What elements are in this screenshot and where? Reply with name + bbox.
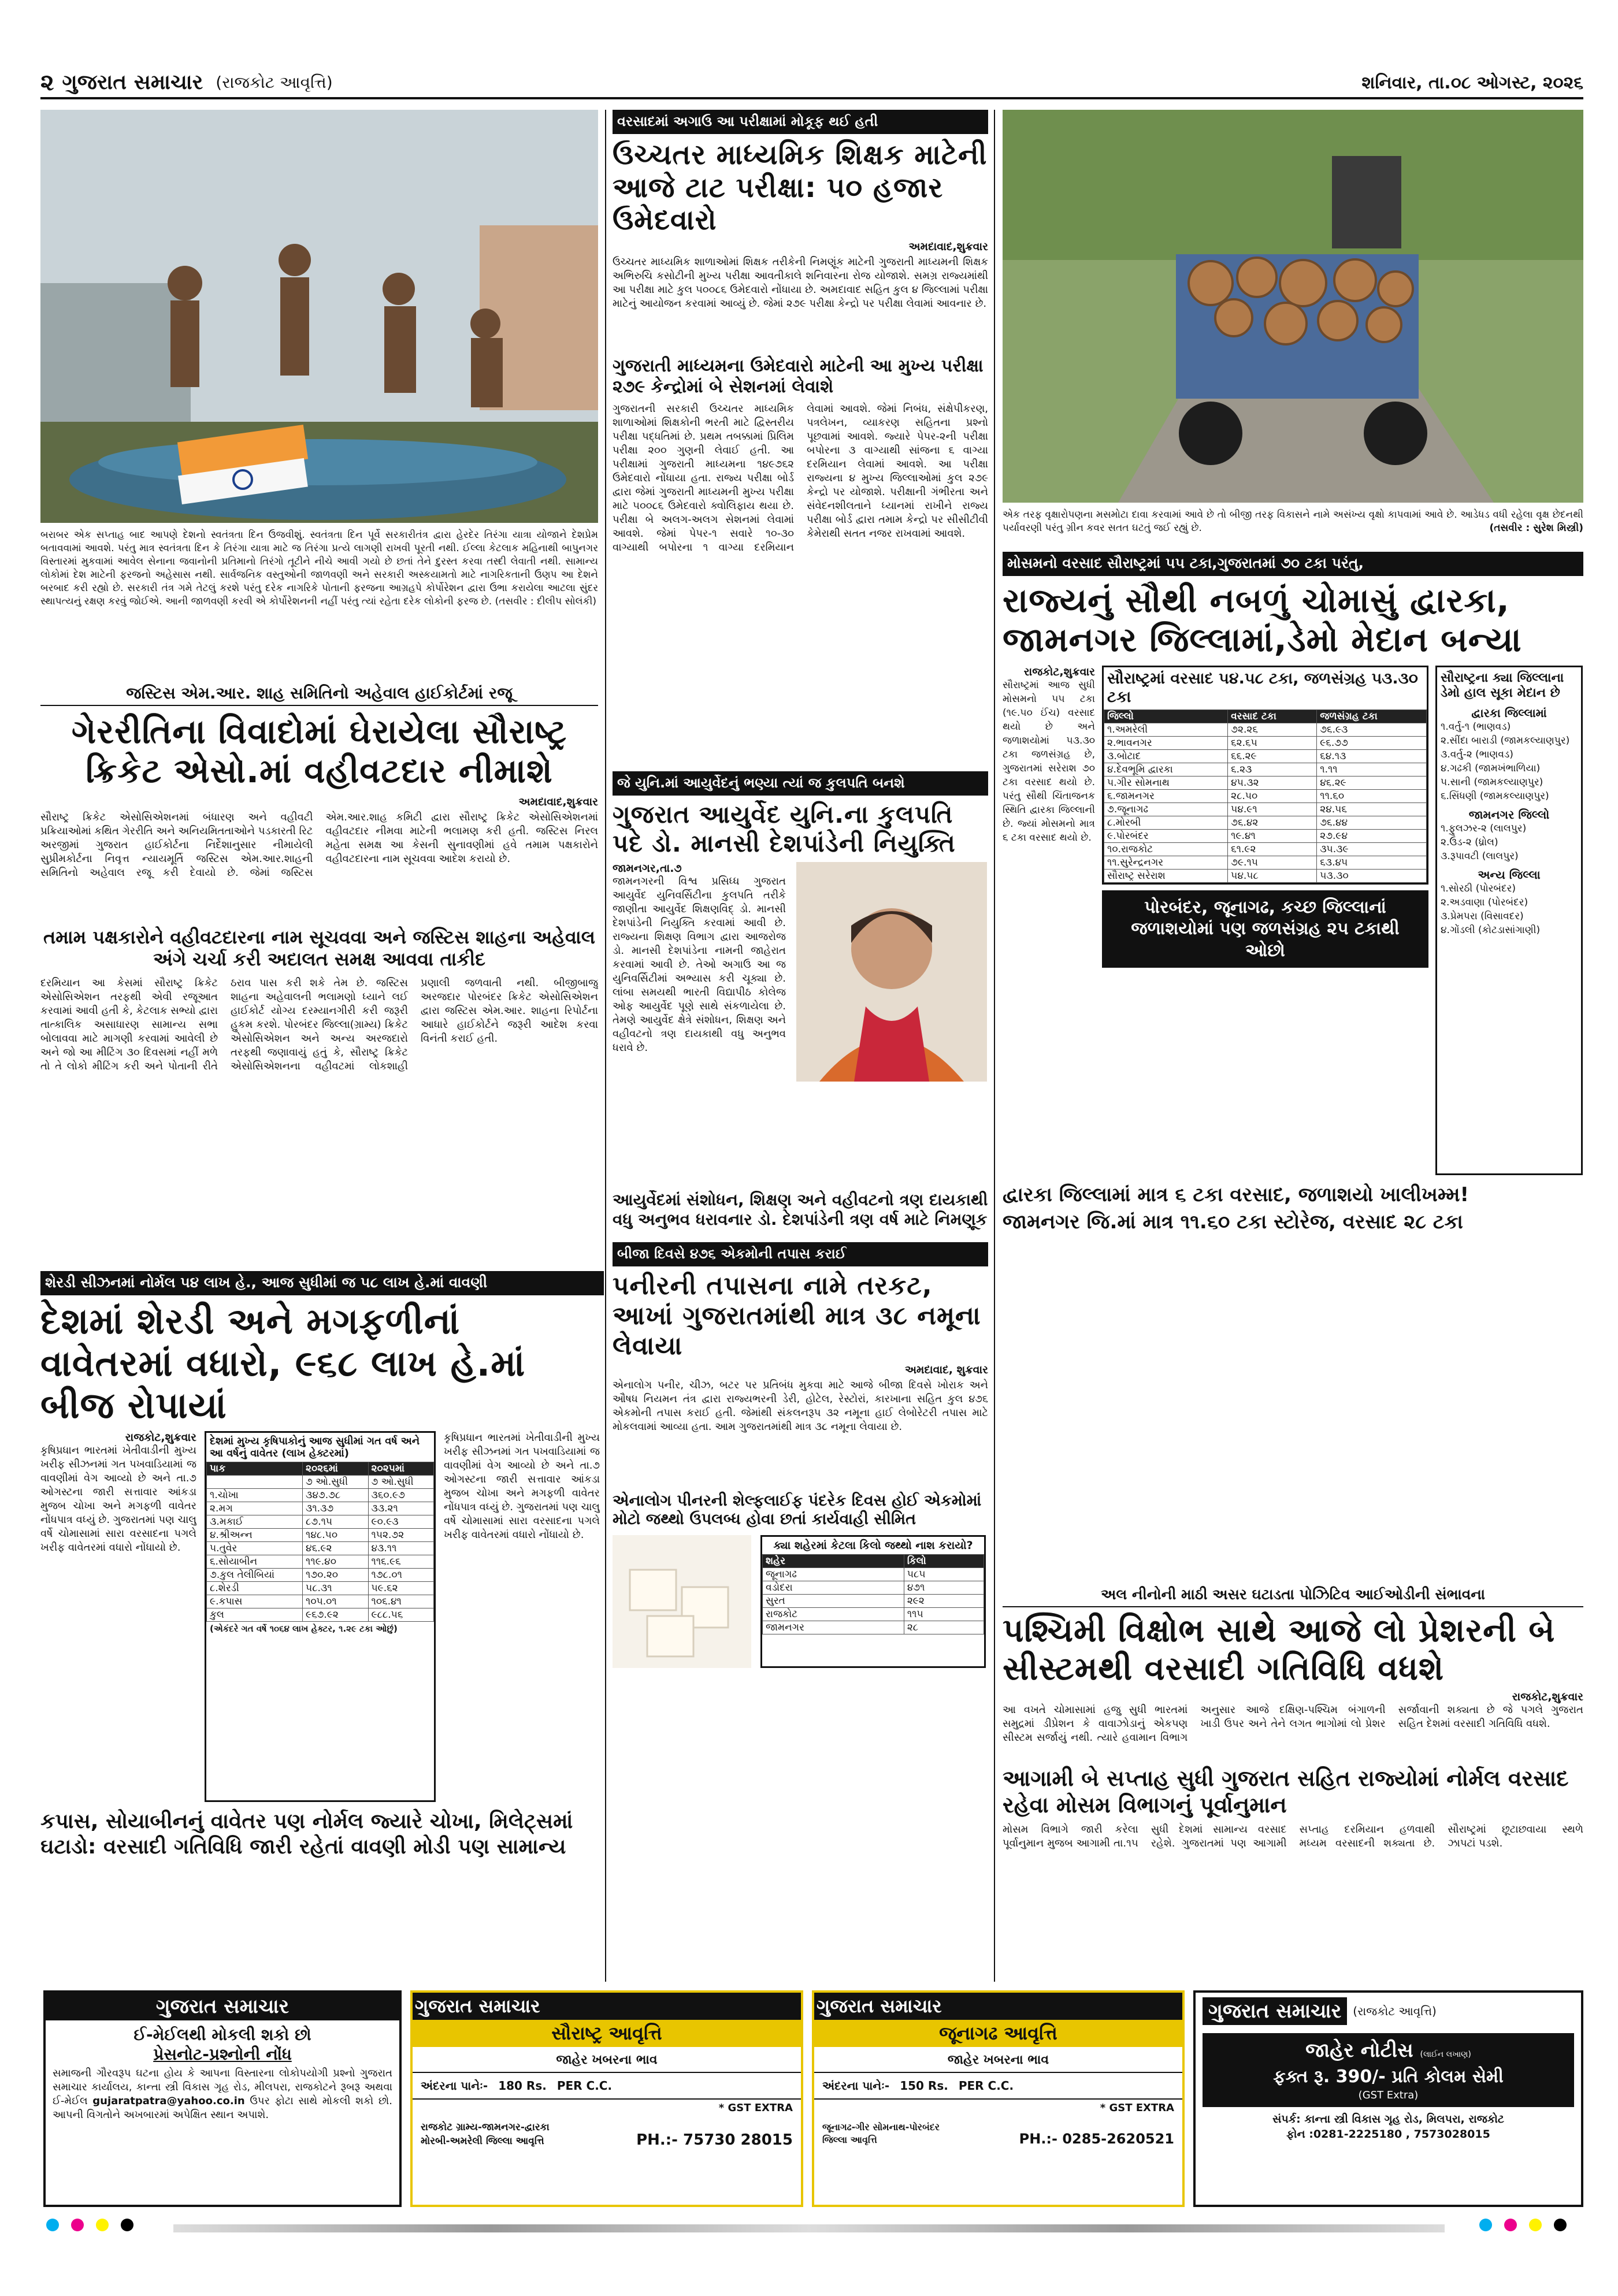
issue-date: શનિવાર, તા.૦૮ ઓગસ્ટ, ૨૦૨૬ (1361, 72, 1583, 93)
monsoon-tail-1: દ્વારકા જિલ્લામાં માત્ર ૬ ટકા વરસાદ, જળાશયો ખાલીખમ્મ! (1003, 1183, 1469, 1206)
monsoon-th-rain: વરસાદ ટકા (1228, 709, 1317, 723)
table-cell: ૮૭.૧૫ (303, 1515, 368, 1529)
junagadh-ad-gst: * GST EXTRA (1100, 2102, 1174, 2114)
logs-caption-text: એક તરફ વૃક્ષારોપણના મસમોટા દાવા કરવામાં આવે છે તો બીજી તરફ વિકાસને નામે અસંખ્ય વૃક્ષો કાપવામાં આવે છે. આડેધડ વધી રહેલા વૃક્ષ છેદનથી પર્યાવરણી પરંતુ ગ્રીન કવર સતત ઘટતું જઈ રહ્યું છે. (1003, 509, 1583, 534)
saurashtra-ad-area1: રાજકોટ ગ્રામ્ય-જામનગર-દ્વારકા (421, 2122, 550, 2133)
table-cell: ૧.અમરેલી (1104, 723, 1228, 736)
table-row (207, 1515, 434, 1529)
table-cell: જામનગર (763, 1621, 904, 1634)
table-cell: ૫.તુવેર (207, 1542, 303, 1555)
table-cell: ૩.મકાઈ (207, 1515, 303, 1529)
table-row (763, 1607, 984, 1621)
junagadh-ad-edition: જૂનાગઢ આવૃત્તિ (814, 2020, 1182, 2047)
table-cell: ૬૪.૧૩ (1317, 749, 1427, 763)
table-cell: ૧૧૯.૪૦ (303, 1555, 368, 1569)
sowing-byline: રાજકોટ,શુક્રવાર (125, 1431, 196, 1444)
notice-ad-panel (1203, 2033, 1574, 2107)
table-cell: ૪.શ્રીઅન્ન (207, 1529, 303, 1542)
column-rule (605, 110, 606, 1982)
reg-dot (1554, 2219, 1567, 2231)
table-row (1104, 869, 1427, 882)
sowing-story (40, 1271, 604, 1982)
notice-ad-phone[interactable]: ફોન :0281-2225180 , 7573028015 (1286, 2128, 1490, 2141)
table-cell: ૬.જામનગર (1104, 789, 1228, 803)
table-row (1104, 803, 1427, 816)
table-row (1104, 749, 1427, 763)
notice-ad-price: ફક્ત રૂ. 390/- પ્રતિ કોલમ સેમી (1273, 2067, 1504, 2087)
saurashtra-ad-area2: મોરબી-અમરેલી જિલ્લા આવૃત્તિ (421, 2135, 544, 2147)
table-cell: ૭૬.૪૨ (1228, 816, 1317, 829)
table-cell: ૭.કુલ તેલીબિયાં (207, 1569, 303, 1582)
table-row (763, 1594, 984, 1607)
reg-dot (96, 2219, 109, 2231)
table-row (1104, 856, 1427, 869)
table-cell: ૧૧.સુરેન્દ્રનગર (1104, 856, 1228, 869)
table-cell: ૭ ઓ.સુધી (368, 1476, 434, 1489)
cricket-kicker: જસ્ટિસ એમ.આર. શાહ સમિતિનો અહેવાલ હાઈકોર્ટમાં રજૂ (40, 682, 598, 706)
table-cell: ૧૧.૬૦ (1317, 789, 1427, 803)
ayurved-body: જામનગરની વિશ્વ પ્રસિધ્ધ ગુજરાત આયુર્વેદ યુનિવર્સિટીના કુલપતિ તરીકે જાણીતા આયુર્વેદ શિક્ષણવિદ્ ડો. માનસી દેશપાંડેની નિયુક્તિ કરવામાં આવી છે. રાજ્યના શિક્ષણ વિભાગ દ્વારા આજરોજ ડો. માનસી દેશપાંડેના નામની જાહેરાત કરવામાં આવી છે. તેઓ અગાઉ આ જ યુનિવર્સિટીમાં અભ્યાસ કરી ચૂક્યા છે. લાંબા સમયથી ભારતી વિદ્યાપીઠ કોલેજ ઓફ આયુર્વેદ પૂણે સાથે સંકળાયેલા છે. તેમણે આયુર્વેદ ક્ષેત્રે સંશોધન, શિક્ષણ અને વહીવટનો ત્રણ દાયકાથી વધુ અનુભવ ધરાવે છે. (613, 875, 786, 1054)
paneer-illustration (613, 1535, 751, 1668)
logs-illustration (1003, 110, 1583, 503)
sowing-subhead: કપાસ, સોયાબીનનું વાવેતર પણ નોર્મલ જ્યારે ચોખા, મિલેટ્સમાં ઘટાડો: વરસાદી ગતિવિધિ જારી રહેતાં વાવણી મોડી પણ સામાન્ય (40, 1810, 573, 1859)
table-cell: ૬૨.૬૫ (1228, 736, 1317, 749)
paneer-body: એનાલોગ પનીર, ચીઝ, બટર પર પ્રતિબંધ મુકવા માટે આજે બીજા દિવસે ખોરાક અને ઔષધ નિયમન તંત્ર દ્વારા રાજ્યભરની ડેરી, હોટેલ, રેસ્ટોરાં, કારખાના સહિત કુલ ૪૭૬ એકમોની તપાસ કરાઈ હતી. જેમાંથી સંકલનરૂપ ૩૨ નમૂના હાઈ લેબોરેટરી તપાસ માટે મોકલવામાં આવ્યા હતા. આમ ગુજરાતમાંથી માત્ર ૩૮ નમૂના લેવાયા છે. (613, 1379, 988, 1433)
saurashtra-ad-rate-row (413, 2072, 801, 2100)
table-row (207, 1595, 434, 1608)
saurashtra-rate-ad (410, 1990, 803, 2207)
press-ad-line1: ઈ-મેઈલથી મોકલી શકો છો (133, 2025, 311, 2044)
paneer-photo (613, 1535, 751, 1668)
table-row (1104, 736, 1427, 749)
press-ad-body-wrap (46, 2064, 399, 2124)
table-cell: ૧૧૫ (904, 1607, 984, 1621)
table-cell: ૧૭૮.૦૧ (368, 1569, 434, 1582)
table-cell: ૯૬૭.૯૨ (303, 1608, 368, 1622)
vc-portrait-photo (796, 862, 987, 1082)
list-item: ૨.સીંદા બારાડી (જામકલ્યાણપુર) (1441, 734, 1570, 746)
junagadh-ad-rate: 150 Rs. (900, 2079, 948, 2093)
weather-body: આ વખતે ચોમાસામાં હજુ સુધી ભારતમાં સમુદ્રમાં ડીપ્રેશન કે વાવાઝોડાનું એકપણ સીસ્ટમ સર્જાયું નથી. ત્યારે હવામાન વિભાગ અનુસાર આજે દક્ષિણ-પશ્ચિમ બંગાળની ખાડી ઉપર અને તેને લગત ભાગોમાં લો પ્રેશર સર્જાવાની શક્યતા છે જે પગલે ગુજરાત સહિત દેશમાં વરસાદી ગતિવિધિ વધશે. (1003, 1704, 1583, 1744)
table-cell: ૪૩.૧૧ (368, 1542, 434, 1555)
color-bar (173, 2224, 1445, 2232)
table-cell: ૪૭૧ (904, 1581, 984, 1594)
statue-illustration (40, 110, 598, 523)
saurashtra-ad-label: અંદરના પાનેઃ- (421, 2079, 488, 2093)
weather-kicker: અલ નીનોની માઠી અસર ઘટાડતા પોઝિટિવ આઈઓડીની સંભાવના (1003, 1583, 1583, 1607)
table-cell: ૨.ભાવનગર (1104, 736, 1228, 749)
table-cell: ૪૬.૯૨ (303, 1542, 368, 1555)
sowing-kicker: શેરડી સીઝનમાં નોર્મલ ૫૪ લાખ હે., આજ સુધીમાં જ ૫૮ લાખ હે.માં વાવણી (40, 1271, 604, 1295)
table-cell: ૪૬.૨૯ (1317, 776, 1427, 789)
table-cell: ૭.જૂનાગઢ (1104, 803, 1228, 816)
table-cell: સૌરાષ્ટ્ર સરેરાશ (1104, 869, 1228, 882)
statue-photo-caption: બરાબર એક સપ્તાહ બાદ આપણે દેશનો સ્વતંત્રતા દિન ઉજવીશું. સ્વતંત્રતા દિન પૂર્વે સરકારીતંત્ર દ્વારા હેરદેર તિરંગા યાત્રા યોજાને દેશપ્રેમ બતાવવામાં આવશે. પરંતુ માત્ર સ્વતંત્રતા દિન કે તિરંગા યાત્રા માટે જ તિરંગા પ્રત્યે લાગણી રાખવી પૂરતી નથી. ઈલ્લા કેટલાક મહિનાથી બાપુનગર વિસ્તારમાં મુકવામાં આવેલ સેનાના જવાનોની પ્રતિમાનો તિરંગો તૂટીને નીચે આવી ગયો છે છતાં તેને દુરસ્ત કરવા તસ્દી લેવાતી નથી. સામાન્ય લોકોમાં દેશ માટેની ફરજનો અહેસાસ નથી. સાર્વજનિક વસ્તુઓની જાળવણી અને સરકારી અસ્કયામતો માટે નાગરિકતાની ઉણપ આ દેશને બરબાદ કરી રહ્યો છે. સરકારી તંત્ર ગમે તેટલું કરશે પરંતુ દરેક નાગરિકે પોતાની ફરજના આગ્રહપે કોર્પોરેશન દ્વારા ઉભા કરાયેલા આટલા સુંદર સ્થાપત્યનું રક્ષણ કરવું જોઈએ. આની જાળવણી કરવી એ કોર્પોરેશનની નહીં પરંતુ ત્યાં રહેતા દરેક લોકોની ફરજ છે. (તસવીર : દીલીપ સોલંકી) (40, 529, 598, 607)
sowing-table (206, 1462, 434, 1622)
monsoon-kicker: મોસમનો વરસાદ સૌરાષ્ટ્રમાં ૫૫ ટકા,ગુજરાતમાં ૭૦ ટકા પરંતુ, (1003, 552, 1583, 576)
table-cell: વડોદરા (763, 1581, 904, 1594)
cricket-byline: અમદાવાદ,શુક્રવાર (518, 795, 598, 808)
sowing-table-box (205, 1431, 436, 1802)
reg-dot (46, 2219, 59, 2231)
exam-headline: ઉચ્ચતર માધ્યમિક શિક્ષક માટેની આજે ટાટ પરીક્ષા: ૫૦ હજાર ઉમેદવારો (613, 139, 988, 237)
table-cell: ૫૮.૩૧ (303, 1582, 368, 1595)
table-row (1104, 816, 1427, 829)
reg-dot (1529, 2219, 1542, 2231)
sowing-table-note: (એકંદરે ગત વર્ષે ૧૦૬૪ લાખ હેક્ટર, ૧.૨૯ ટકા ઓછું) (210, 1623, 398, 1634)
reg-dot (1479, 2219, 1492, 2231)
table-cell: ૬.સોયાબીન (207, 1555, 303, 1569)
table-cell: ૬૩.૪૫ (1317, 856, 1427, 869)
list-item: ૫.સાની (જામકલ્યાણપુર) (1441, 776, 1543, 788)
table-cell: ૧૯.૪૧ (1228, 829, 1317, 842)
weather-story (1003, 1583, 1583, 1982)
ayurved-subhead: આયુર્વેદમાં સંશોધન, શિક્ષણ અને વહીવટનો ત્રણ દાયકાથી વધુ અનુભવ ધરાવનાર ડો. દેશપાંડેની ત્રણ વર્ષ માટે નિમણૂક (613, 1190, 988, 1229)
sowing-body: કૃષિપ્રધાન ભારતમાં ખેતીવાડીની મુખ્ય ખરીફ સીઝનમાં ગત પખવાડિયામાં જ વાવણીમાં વેગ આવ્યો છે અને તા.૭ ઓગસ્ટના જારી સત્તાવાર આંકડા મુજબ ચોખા અને મગફળી વાવેતર નોંધપાત્ર વધ્યું છે. ગુજરાતમાં પણ ચાલુ વર્ષે ચોમાસામાં સારા વરસાદના પગલે ખરીફ વાવેતરમાં વધારો નોંધાયો છે. (40, 1444, 196, 1554)
cricket-story (40, 682, 598, 1262)
table-cell: ૨૯૨ (904, 1594, 984, 1607)
table-cell: ૯૦.૯૩ (368, 1515, 434, 1529)
paneer-th-kg: કિલો (904, 1554, 984, 1567)
weather-byline: રાજકોટ,શુક્રવાર (1512, 1691, 1583, 1704)
masthead-name: ગુજરાત સમાચાર (62, 70, 203, 94)
junagadh-ad-label: અંદરના પાનેઃ- (822, 2079, 890, 2093)
list-item: ૧.ફુલઝર-૨ (લાલપુર) (1441, 822, 1527, 834)
table-cell: ૭૬.૯૩ (1317, 723, 1427, 736)
table-row (1104, 776, 1427, 789)
table-row (1104, 842, 1427, 856)
monsoon-subbox (1102, 890, 1428, 968)
notice-ad-top (1196, 1993, 1581, 2030)
weather-subhead: આગામી બે સપ્તાહ સુધી ગુજરાત સહિત રાજ્યોમાં નોર્મલ વરસાદ રહેવા મોસમ વિભાગનું પૂર્વાનુમાન (1003, 1766, 1569, 1818)
table-cell: ૫.ગીર સોમનાથ (1104, 776, 1228, 789)
sowing-headline: દેશમાં શેરડી અને મગફળીનાં વાવેતરમાં વધારો, ૯૬૮ લાખ હે.માં બીજ રોપાયાં (40, 1300, 526, 1427)
table-cell: ૨૭.૯૪ (1317, 829, 1427, 842)
press-ad-line2: પ્રેસનોટ-પ્રશ્નોની નોંધ (153, 2045, 292, 2064)
paneer-byline: અમદાવાદ, શુક્રવાર (904, 1363, 988, 1376)
monsoon-subbox-text: પોરબંદર, જૂનાગઢ, કચ્છ જિલ્લાનાં જળાશયોમાં પણ જળસંગ્રહ ૨૫ ટકાથી ઓછો (1131, 897, 1400, 961)
table-cell: ૫૮૫ (904, 1567, 984, 1581)
exam-kicker: વરસાદમાં અગાઉ આ પરીક્ષામાં મોકૂફ થઈ હતી (613, 110, 988, 134)
table-cell: ૭૬.૪૪ (1317, 816, 1427, 829)
list-item: ૪.ગોંડલી (કોટડાસાંગાણી) (1441, 924, 1541, 936)
saurashtra-ad-unit: PER C.C. (556, 2079, 613, 2093)
table-cell: ૮.મોરબી (1104, 816, 1228, 829)
monsoon-box-title: સૌરાષ્ટ્રમાં વરસાદ ૫૪.૫૮ ટકા, જળસંગ્રહ ૫૩.૩૦ ટકા (1107, 669, 1418, 707)
table-cell: ૩.બોટાદ (1104, 749, 1228, 763)
table-row (207, 1555, 434, 1569)
logs-photo-caption (1003, 508, 1583, 543)
table-cell: ૨.મગ (207, 1502, 303, 1515)
table-row (207, 1502, 434, 1515)
press-note-ad (43, 1990, 402, 2207)
table-cell: ૨૮.૫૦ (1228, 789, 1317, 803)
table-cell: ૫૪.૯૧ (1228, 803, 1317, 816)
table-cell: ૩૧.૩૭ (303, 1502, 368, 1515)
saurashtra-ad-phone[interactable]: PH.:- 75730 28015 (636, 2131, 793, 2149)
table-cell: સુરત (763, 1594, 904, 1607)
table-row (1104, 789, 1427, 803)
exam-subhead: ગુજરાતી માધ્યમના ઉમેદવારો માટેની આ મુખ્ય પરીક્ષા ૨૭૯ કેન્દ્રોમાં બે સેશનમાં લેવાશે (613, 355, 984, 397)
reg-dot (71, 2219, 84, 2231)
table-row (207, 1542, 434, 1555)
table-cell: ૧.૧૧ (1317, 763, 1427, 776)
table-cell: ૭૨.૨૬ (1228, 723, 1317, 736)
sowing-th-2026: ૨૦૨૬માં (303, 1462, 368, 1476)
table-cell: ૫૩.૩૦ (1317, 869, 1427, 882)
saurashtra-ad-rate: 180 Rs. (498, 2079, 547, 2093)
table-cell: ૧૦૫.૦૧ (303, 1595, 368, 1608)
monsoon-tail-2: જામનગર જિ.માં માત્ર ૧૧.૬૦ ટકા સ્ટોરેજ, વરસાદ ૨૮ ટકા (1003, 1210, 1463, 1234)
table-row (1104, 763, 1427, 776)
paneer-table (762, 1554, 984, 1634)
monsoon-body: સૌરાષ્ટ્રમાં આજ સુધી મોસમનો ૫૫ ટકા (૧૯.૫૦ ઈંચ) વરસાદ થયો છે અને જળાશયોમાં ૫૩.૩૦ ટકા જળસંગ્રહ છે, ગુજરાતમાં સરેરાશ ૭૦ ટકા વરસાદ થયો છે. પરંતુ સૌથી ચિંતાજનક સ્થિતિ દ્વારકા જિલ્લાની છે. જ્યાં મોસમનો માત્ર ૬ ટકા વરસાદ થયો છે. (1003, 679, 1095, 844)
junagadh-ad-rate-row (814, 2072, 1182, 2100)
registration-marks-right (1479, 2219, 1595, 2236)
sowing-th-2025: ૨૦૨૫માં (368, 1462, 434, 1476)
table-cell: ૨૮ (904, 1621, 984, 1634)
list-item: ૩.રૂપાવટી (લાલપુર) (1441, 850, 1519, 862)
table-cell: ૫૯.૬૨ (368, 1582, 434, 1595)
notice-ad-edition: (રાજકોટ આવૃત્તિ) (1353, 2004, 1437, 2018)
table-row (763, 1621, 984, 1634)
junagadh-ad-unit: PER C.C. (958, 2079, 1014, 2093)
paneer-th-city: શહેર (763, 1554, 904, 1567)
dry-dams-box (1435, 666, 1583, 1175)
list-item: ૨.અડવાણા (પોરબંદર) (1441, 896, 1528, 908)
junagadh-ad-phone[interactable]: PH.:- 0285-2620521 (1019, 2130, 1174, 2147)
table-cell: ૯.પોરબંદર (1104, 829, 1228, 842)
list-item: ૨.ઉંડ-૨ (ધ્રોલ) (1441, 836, 1498, 848)
saurashtra-ad-mast: ગુજરાત સમાચાર (413, 1993, 801, 2020)
table-row (207, 1608, 434, 1622)
cricket-headline: ગેરરીતિના વિવાદોમાં ઘેરાયેલા સૌરાષ્ટ્ર ક્રિકેટ એસો.માં વહીવટદાર નીમાશે (71, 712, 567, 791)
weather-headline: પશ્ચિમી વિક્ષોભ સાથે આજે લો પ્રેશરની બે સીસ્ટમથી વરસાદી ગતિવિધિ વધશે (1003, 1612, 1556, 1688)
notice-ad-gst: (GST Extra) (1358, 2089, 1419, 2101)
notice-ad-title: જાહેર નોટીસ (1305, 2039, 1413, 2062)
table-row (1104, 829, 1427, 842)
paneer-table-title: ક્યા શહેરમાં કેટલા કિલો જથ્થો નાશ કરાયો? (773, 1539, 973, 1552)
paneer-table-header-row (763, 1554, 984, 1567)
dry-dams-other-title: અન્ય જિલ્લા (1478, 867, 1541, 882)
junagadh-ad-title: જાહેર ખબરના ભાવ (947, 2053, 1049, 2067)
list-item: ૩.પ્રેમપરા (વિસાવદર) (1441, 910, 1524, 922)
table-row (763, 1567, 984, 1581)
cricket-body-2: દરમિયાન આ કેસમાં સૌરાષ્ટ્ર ક્રિકેટ એસોસિએશન તરફથી એવી રજૂઆત કરવામાં આવી હતી કે, કેટલાક સભ્યો દ્વારા તાત્કાલિક અસાધારણ સામાન્ય સભા બોલાવવા માટે માગણી કરવામાં આવેલી છે અને જો આ મીટિંગ ૩૦ દિવસમાં નહીં મળે તો તે લોકો મીટિંગ કરી અને પોતાની રીતે ઠરાવ પાસ કરી શકે તેમ છે. જસ્ટિસ શાહના અહેવાલની ભલામણો ધ્યાને લઈ હાઈકોર્ટ યોગ્ય દરમ્યાનગીરી કરી જરૂરી હુકમ કરશે. પોરબંદર જિલ્લા(ગ્રામ્ય) ક્રિકેટ એસોસિએશન અને અન્ય અરજદારો તરફથી જણાવાયું હતું કે, સૌરાષ્ટ્ર ક્રિકેટ એસોસિએશનના વહીવટમાં લોકશાહી પ્રણાલી જળવાતી નથી. બીજીબાજુ અરજદાર પોરબંદર ક્રિકેટ એસોસિએશન દ્વારા જસ્ટિસ એમ.આર. શાહના રિપોર્ટના આધારે હાઈકોર્ટને જરૂરી આદેશ કરવા વિનંતી કરાઈ હતી. (40, 976, 598, 1072)
junagadh-rate-ad (812, 1990, 1185, 2207)
table-cell: ૫૪.૫૮ (1228, 869, 1317, 882)
sowing-table-header-row (207, 1462, 434, 1476)
table-cell: ૩૬૦.૯૭ (368, 1489, 434, 1502)
monsoon-th-district: જિલ્લો (1104, 709, 1228, 723)
portrait-illustration (796, 862, 987, 1082)
sowing-table-title: દેશમાં મુખ્ય કૃષિપાકોનું આજ સુધીમાં ગત વર્ષ અને આ વર્ષનું વાવેતર (લાખ હેક્ટરમાં) (210, 1435, 420, 1460)
table-cell: ૨૪.૫૬ (1317, 803, 1427, 816)
exam-story (613, 110, 988, 763)
table-cell: ૧૭૦.૨૦ (303, 1569, 368, 1582)
logs-caption-credit: (તસવીર : સુરેશ મિસ્ત્રી) (1489, 522, 1583, 534)
table-row (207, 1569, 434, 1582)
list-item: ૧.સોરઠી (પોરબંદર) (1441, 882, 1516, 894)
reg-dot (121, 2219, 133, 2231)
junagadh-ad-footer (814, 2116, 1182, 2152)
table-cell: ૬.૨૩ (1228, 763, 1317, 776)
list-item: ૩.વર્તુ-૨ (ભાણવડ) (1441, 748, 1513, 760)
sowing-table-subheader-row (207, 1476, 434, 1489)
table-cell: કુલ (207, 1608, 303, 1622)
table-cell: ૯૮૮.૫૬ (368, 1608, 434, 1622)
press-ad-email[interactable]: gujaratpatra@yahoo.co.in (92, 2095, 245, 2107)
table-cell: ૧૦.રાજકોટ (1104, 842, 1228, 856)
page-number: ૨ (40, 69, 54, 96)
list-item: ૬.સિંધણી (જામકલ્યાણપુર) (1441, 790, 1549, 802)
logs-trolley-photo (1003, 110, 1583, 503)
table-cell: ૩૪૭.૭૮ (303, 1489, 368, 1502)
notice-ad-title-note: (લાઈન લખાણ) (1420, 2050, 1471, 2059)
ayurved-headline: ગુજરાત આયુર્વેદ યુનિ.ના કુલપતિ પદે ડો. માનસી દેશપાંડેની નિયુક્તિ (613, 800, 956, 857)
table-cell: ૧૧૬.૯૬ (368, 1555, 434, 1569)
table-cell: ૯.કપાસ (207, 1595, 303, 1608)
table-cell (207, 1476, 303, 1489)
dry-dams-title: સૌરાષ્ટ્રના ક્યા જિલ્લાના ડેમો હાલ સૂકા મેદાન છે (1441, 670, 1564, 701)
table-cell: ૬૬.૨૯ (1228, 749, 1317, 763)
table-cell: ૪૫.૩૨ (1228, 776, 1317, 789)
list-item: ૪.ગઢકી (જામખંભાળિયા) (1441, 762, 1541, 774)
exam-body-2: ગુજરાતની સરકારી ઉચ્ચતર માધ્યમિક શાળાઓમાં શિક્ષકોની ભરતી માટે દ્વિસ્તરીય પરીક્ષા પદ્ધતિમાં છે. પ્રથમ તબક્કામાં પ્રિલિમ પરીક્ષા ૨૦૦ ગુણની લેવાઈ હતી. આ પરીક્ષામાં ગુજરાતી માધ્યમના ૧૪૯૭૬૨ ઉમેદવારો નોંધાયા હતા. રાજ્ય પરીક્ષા બોર્ડ દ્વારા જેમાં ગુજરાતી માધ્યમની મુખ્ય પરીક્ષા માટે ૫૦૦૮૬ ઉમેદવારો ક્વોલિફાય થયા છે. પરીક્ષા બે અલગ-અલગ સેશનમાં લેવામાં આવશે. જેમાં પેપર-૧ સવારે ૧૦-૩૦ વાગ્યાથી બપોરના ૧ વાગ્યા દરમિયાન લેવામાં આવશે. જેમાં નિબંધ, સંક્ષેપીકરણ, પત્રલેખન, વ્યાકરણ સહિતના પ્રશ્નો પૂછવામાં આવશે. જ્યારે પેપર-૨ની પરીક્ષા બપોરના ૩ વાગ્યાથી સાંજના ૬ વાગ્યા દરમિયાન લેવામાં આવશે. આ પરીક્ષા રાજ્યના ૪ મુખ્ય જિલ્લાઓમાં કુલ ૨૭૯ કેન્દ્રો પર યોજાશે. પરીક્ષાની ગંભીરતા અને સંવેદનશીલતાને ધ્યાનમાં રાખીને રાજ્ય પરીક્ષા બોર્ડ દ્વારા તમામ કેન્દ્રો પર સીસીટીવી કેમેરાથી સતત નજર રાખવામાં આવશે. (613, 402, 988, 553)
ayurved-story (613, 771, 988, 1234)
saurashtra-ad-title: જાહેર ખબરના ભાવ (556, 2053, 658, 2067)
table-cell: ૩૩.૨૧ (368, 1502, 434, 1515)
table-cell: ૬૧.૯૨ (1228, 842, 1317, 856)
column-rule (994, 110, 995, 1982)
monsoon-byline: રાજકોટ,શુક્રવાર (1023, 665, 1095, 678)
table-row (1104, 723, 1427, 736)
table-row (207, 1582, 434, 1595)
exam-body: ઉચ્ચતર માધ્યમિક શાળાઓમાં શિક્ષક તરીકેની નિમણૂંક માટેની ગુજરાતી માધ્યમની શિક્ષક અભિરુચિ કસોટીની મુખ્ય પરીક્ષા આવતીકાલે શનિવારના રોજ યોજાશે. સમગ્ર રાજ્યમાંથી આ પરીક્ષા માટે કુલ ૫૦૦૮૬ ઉમેદવારો નોંધાયા છે. અમદાવાદ સહિત કુલ ૪ જિલ્લામાં પરીક્ષા માટેનું આયોજન કરવામાં આવ્યું છે. જેમાં ૨૭૯ પરીક્ષા કેન્દ્રો પર પરીક્ષા લેવામાં આવનાર છે. (613, 255, 988, 310)
public-notice-ad (1193, 1990, 1583, 2207)
reg-dot (1504, 2219, 1517, 2231)
paneer-kicker: બીજા દિવસે ૪૭૬ એકમોની તપાસ કરાઈ (613, 1242, 988, 1266)
exam-byline: અમદાવાદ,શુક્રવાર (908, 240, 988, 253)
table-cell: ૮.શેરડી (207, 1582, 303, 1595)
ayurved-kicker: જે યુનિ.માં આયુર્વેદનું ભણ્યા ત્યાં જ કુલપતિ બનશે (613, 771, 988, 796)
edition-label: (રાજકોટ આવૃત્તિ) (216, 73, 333, 92)
sowing-th-crop: પાક (207, 1462, 303, 1476)
monsoon-headline: રાજ્યનું સૌથી નબળું ચોમાસું દ્વારકા, જામનગર જિલ્લામાં,ડેમો મેદાન બન્યા (1003, 581, 1522, 660)
monsoon-table-box (1102, 666, 1428, 885)
list-item: ૧.વર્તુ-૧ (ભાણવડ) (1441, 720, 1511, 733)
paneer-headline: પનીરની તપાસના નામે તરકટ, આખાં ગુજરાતમાંથી માત્ર ૩૮ નમૂના લેવાયા (613, 1271, 981, 1361)
table-cell: ૧૦૬.૪૧ (368, 1595, 434, 1608)
notice-ad-mast: ગુજરાત સમાચાર (1203, 1997, 1347, 2025)
press-ad-body: સમાજની ગૌરવરૂપ ઘટના હોય કે આપના વિસ્તારના લોકોપયોગી પ્રશ્નો ગુજરાત સમાચાર કાર્યાલય, કાન્તા સ્ત્રી વિકાસ ગૃહ રોડ, મીલપરા, રાજકોટને રૂબરૂ અથવા ઈ-મેઈલ (53, 2067, 392, 2107)
saurashtra-ad-edition: સૌરાષ્ટ્ર આવૃત્તિ (413, 2020, 801, 2047)
paneer-subhead: એનાલોગ પીનરની શેલ્ફલાઈફ પંદરેક દિવસ હોઈ એકમોમાં મોટો જથ્થો ઉપલબ્ધ હોવા છતાં કાર્યવાહી સીમિત (613, 1491, 982, 1529)
table-cell: જૂનાગઢ (763, 1567, 904, 1581)
monsoon-th-storage: જળસંગ્રહ ટકા (1317, 709, 1427, 723)
table-row (207, 1529, 434, 1542)
ayurved-byline: જામનગર,તા.૭ (613, 862, 682, 875)
paneer-story (613, 1242, 988, 1982)
saurashtra-ad-footer (413, 2116, 801, 2153)
monsoon-story (1003, 552, 1583, 1574)
monsoon-table-header-row (1104, 709, 1427, 723)
press-ad-tail: ઉપર ફોટા સાથે મોકલી શકો છો. આપની વિગતોને અખબારમાં અપેક્ષિત સ્થાન અપાશે. (53, 2095, 392, 2121)
press-ad-mast: ગુજરાત સમાચાર (46, 1993, 399, 2020)
notice-ad-contact: સંપર્ક: કાન્તા સ્ત્રી વિકાસ ગૃહ રોડ, મિલપરા, રાજકોટ (1272, 2113, 1504, 2126)
table-cell: ૯૬.૭૭ (1317, 736, 1427, 749)
saurashtra-ad-gst: * GST EXTRA (718, 2102, 793, 2114)
table-cell: ૧૫૨.૭૨ (368, 1529, 434, 1542)
junagadh-ad-area2: જિલ્લા આવૃત્તિ (822, 2134, 877, 2146)
cricket-body: સૌરાષ્ટ્ર ક્રિકેટ એસોસિએશનમાં બંધારણ અને વહીવટી પ્રક્રિયાઓમાં કથિત ગેરરીતિ અને અનિયમિતતાઓને પડકારતી રિટ અરજીમાં ગુજરાત હાઈકોર્ટના નિર્દેશાનુસાર નીમાયેલી સુપ્રીમકોર્ટના નિવૃત્ત ન્યાયમૂર્તિ જસ્ટિસ એમ.આર.શાહની સમિતિનો અહેવાલ રજૂ કરી દેવાયો છે. જેમાં જસ્ટિસ એમ.આર.શાહ કમિટી દ્વારા સૌરાષ્ટ્ર ક્રિકેટ એસોસિએશનમાં વહીવટદાર નીમવા માટેની ભલામણ કરી હતી. જસ્ટિસ નિરલ મહેતા સમક્ષ આ કેસની સુનાવણીમાં હવે તમામ પક્ષકારોને વહીવટદારના નામ સૂચવવા આદેશ કરાયો છે. (40, 811, 598, 879)
table-row (207, 1489, 434, 1502)
monsoon-table (1104, 709, 1427, 883)
dry-dams-jamnagar-title: જામનગર જિલ્લો (1468, 807, 1550, 822)
paneer-table-box (760, 1535, 986, 1668)
sowing-body-continued: કૃષિપ્રધાન ભારતમાં ખેતીવાડીની મુખ્ય ખરીફ સીઝનમાં ગત પખવાડિયામાં જ વાવણીમાં વેગ આવ્યો છે અને તા.૭ ઓગસ્ટના જારી સત્તાવાર આંકડા મુજબ ચોખા અને મગફળી વાવેતર નોંધપાત્ર વધ્યું છે. ગુજરાતમાં પણ ચાલુ વર્ષે ચોમાસામાં સારા વરસાદના પગલે ખરીફ વાવેતરમાં વધારો નોંધાયો છે. (444, 1432, 600, 1541)
table-cell: ૭ ઓ.સુધી (303, 1476, 368, 1489)
page-header (40, 68, 1583, 99)
table-cell: ૧૪૮.૫૦ (303, 1529, 368, 1542)
table-cell: રાજકોટ (763, 1607, 904, 1621)
weather-body-2: મોસમ વિભાગે જારી કરેલા પૂર્વાનુમાન મુજબ આગામી તા.૧૫ સુધી દેશમાં સામાન્ય વરસાદ રહેશે. ગુજરાતમાં પણ આગામી સપ્તાહ દરમિયાન હળવાથી મધ્યમ વરસાદની શક્યતા છે. સૌરાષ્ટ્રમાં છૂટાછવાયા સ્થળે ઝાપટાં પડશે. (1003, 1823, 1583, 1850)
table-cell: ૩૫.૩૯ (1317, 842, 1427, 856)
junagadh-ad-mast: ગુજરાત સમાચાર (814, 1993, 1182, 2020)
table-cell: ૪.દેવભૂમિ દ્વારકા (1104, 763, 1228, 776)
table-cell: ૭૯.૧૫ (1228, 856, 1317, 869)
cricket-subhead: તમામ પક્ષકારોને વહીવટદારના નામ સૂચવવા અને જસ્ટિસ શાહના અહેવાલ અંગે ચર્ચા કરી અદાલત સમક્ષ આવવા તાકીદ (43, 926, 595, 971)
table-row (763, 1581, 984, 1594)
junagadh-ad-area1: જૂનાગઢ-ગીર સોમનાથ-પોરબંદર (822, 2122, 940, 2132)
statue-photo (40, 110, 598, 523)
dry-dams-dwarka-title: દ્વારકા જિલ્લામાં (1471, 705, 1547, 720)
table-cell: ૧.ચોખા (207, 1489, 303, 1502)
